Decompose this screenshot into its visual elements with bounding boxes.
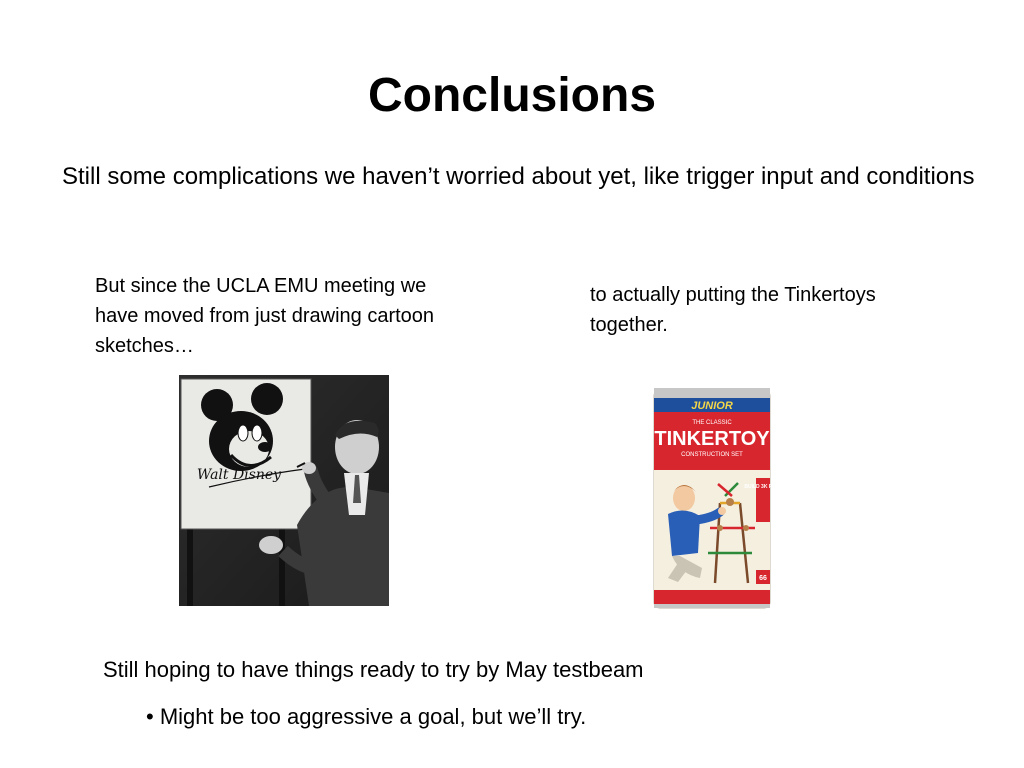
closing-text: Still hoping to have things ready to try by May testbeam: [103, 657, 644, 682]
artist-drawing-cartoon-photo: [179, 375, 389, 606]
brand-sub-text: THE CLASSIC: [692, 420, 732, 426]
brand-name-text: TINKERTOY: [654, 428, 770, 450]
right-caption: to actually putting the Tinkertoys together.: [590, 284, 876, 336]
brand-line-text: CONSTRUCTION SET: [681, 452, 743, 458]
intro-text: Still some complications we haven’t worried about yet, like trigger input and conditions: [62, 163, 975, 190]
bullet-item: • Might be too aggressive a goal, but we’ll try.: [146, 704, 587, 729]
signature-text: Walt Disney: [196, 467, 282, 483]
brand-top-text: JUNIOR: [691, 400, 733, 412]
tinkertoy-canister-photo: [620, 378, 800, 614]
side-text: BUILD 3K FAST: [744, 484, 782, 490]
slide-title: Conclusions: [367, 69, 657, 122]
piece-count: 66: [759, 575, 767, 582]
left-caption: But since the UCLA EMU meeting we have moved from just drawing cartoon sketches…: [95, 275, 435, 357]
